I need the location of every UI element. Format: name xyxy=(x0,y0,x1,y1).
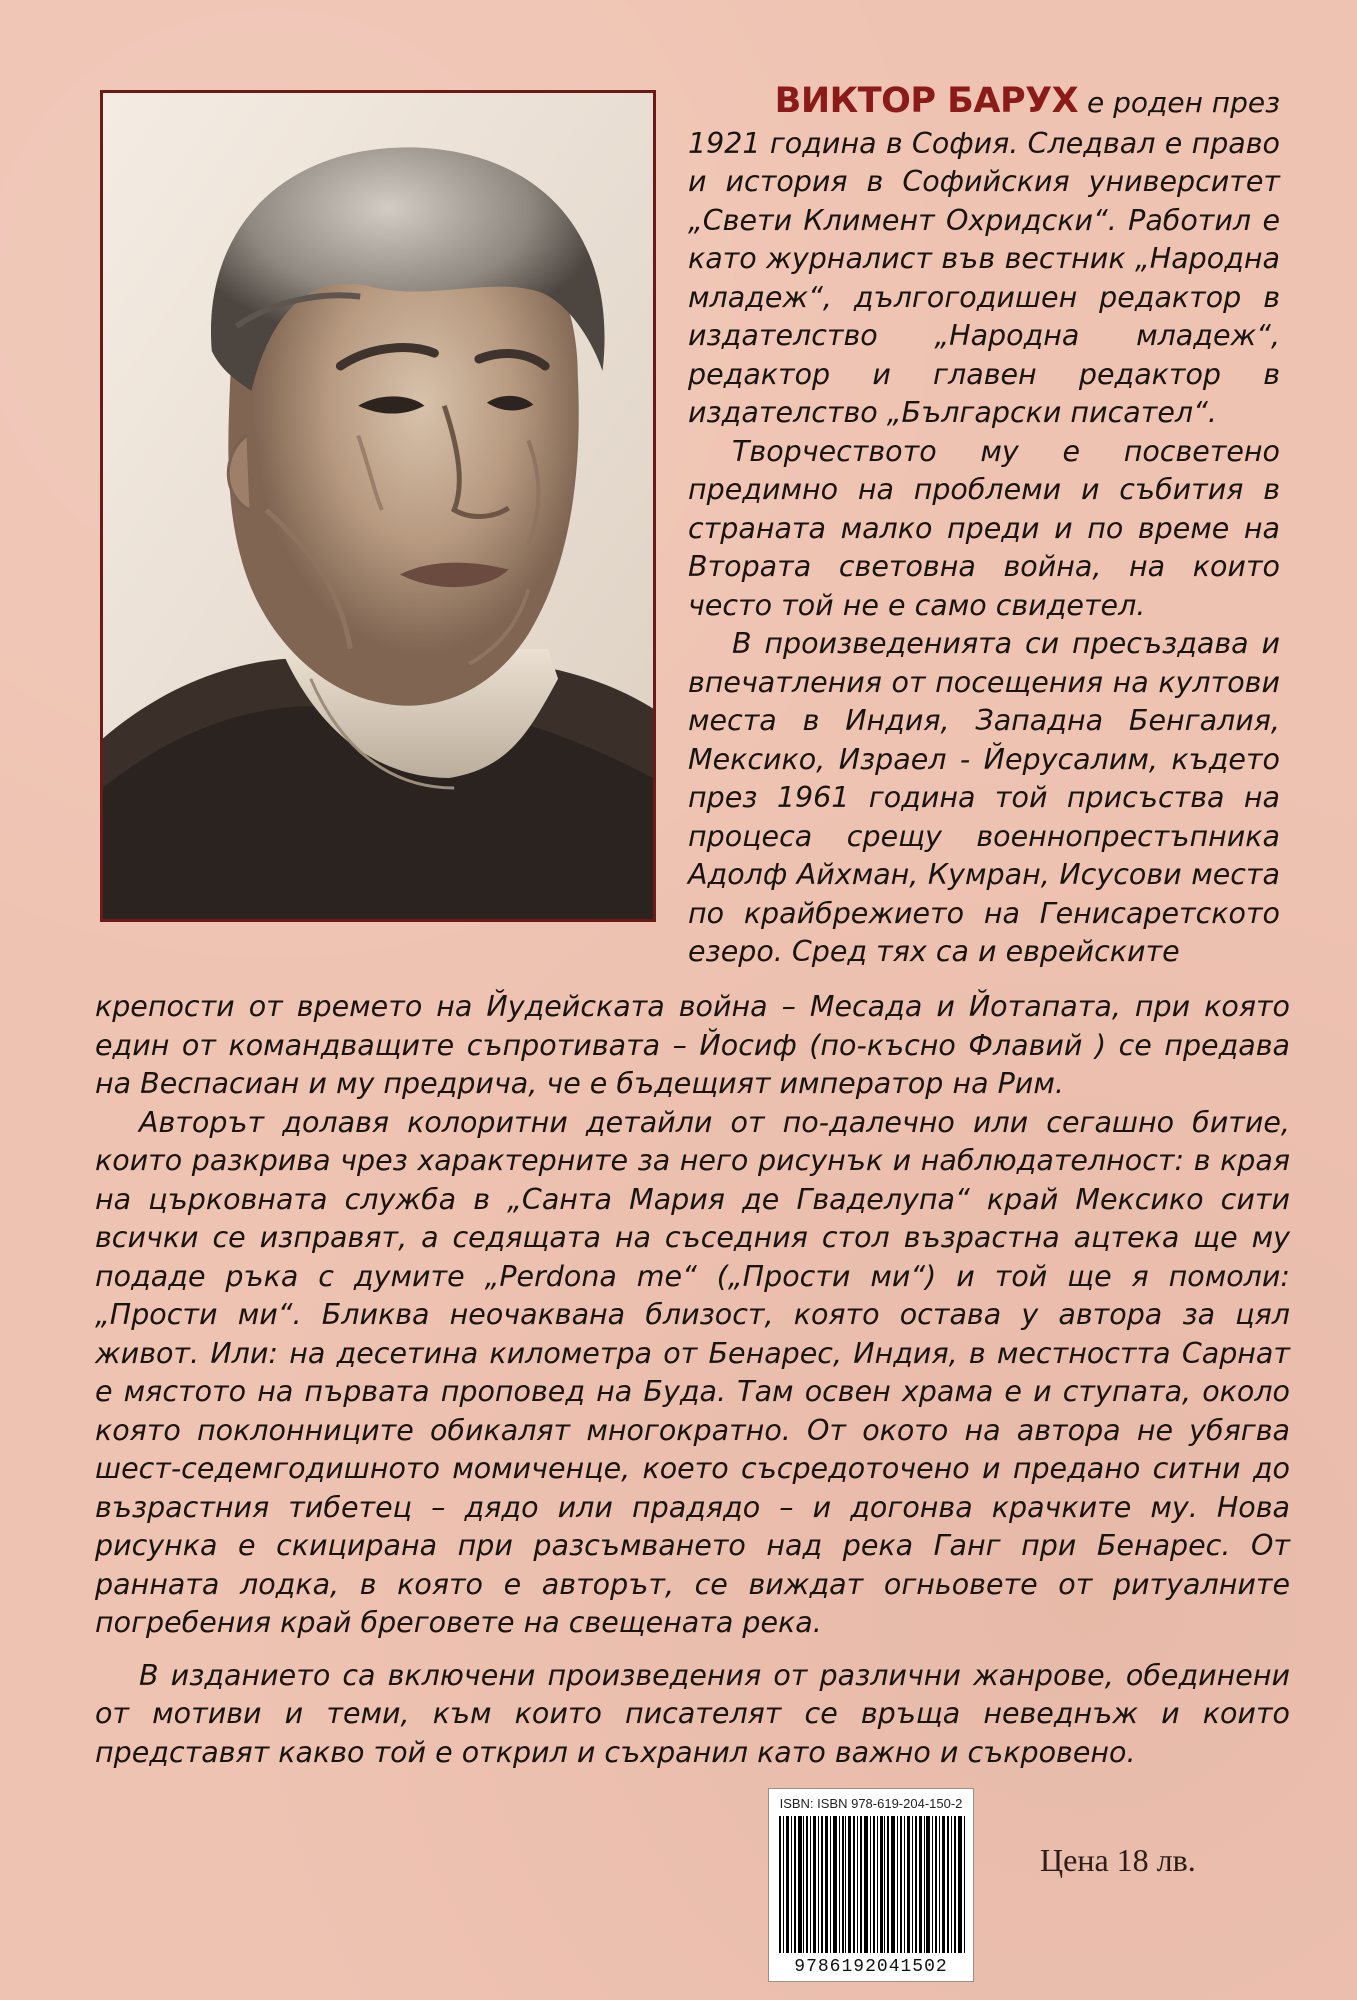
author-portrait-image xyxy=(103,93,653,919)
paragraph-5: В изданието са включени произведения от различни жанрове, обединени от мотиви и теми, към които писателят се връща неведнъж и които представят какво той е открил и съхранил като важно и съкровено. xyxy=(95,1658,1290,1769)
barcode-bars xyxy=(779,1816,965,1953)
author-name: ВИКТОР БАРУХ xyxy=(774,81,1079,121)
title-line xyxy=(688,82,1280,123)
right-column-text xyxy=(688,82,1280,972)
barcode-box xyxy=(768,1788,974,1982)
isbn-label: ISBN: ISBN 978-619-204-150-2 xyxy=(779,1796,963,1811)
bio-paragraph-3-part-b: крепости от времето на Йудейската война – Месада и Йотапата, при която един от командващите съпротивата – Йосиф (по-късно Флавий ) се предава на Веспасиан и му предрича, че е бъдещият император на Рим. xyxy=(95,990,1290,1100)
intro-suffix: е роден през xyxy=(1078,86,1280,119)
full-width-text xyxy=(95,988,1290,1772)
paragraph-spacer xyxy=(95,1643,1290,1657)
barcode-number: 9786192041502 xyxy=(794,1957,948,1977)
paragraph-4: Авторът долавя колоритни детайли от по-далечно или сегашно битие, които разкрива чрез характерните за него рисунък и наблюдателност: в края на църковната служба в „Санта Мария де Гваделупа“ край Мексико сити всички се изправят, а седящата на съседния стол възрастна ацтека ще му подаде ръка с думите „Perdona me“ („Прости ми“) и той ще я помоли: „Прости ми“. Бликва неочаквана близост, която остава у автора за цял живот. Или: на десетина километра от Бенарес, Индия, в местността Сарнат е мястото на първата проповед на Буда. Там освен храма е и ступата, около която поклонниците обикалят многократно. От окото на автора не убягва шест-седемгодишното момиченце, което съсредоточено и предано ситни до възрастния тибетец – дядо или прадядо – и догонва крачките му. Нова рисунка е скицирана при разсъмването над река Ганг при Бенарес. От ранната лодка, в която е авторът, се виждат огньовете от ритуалните погребения край бреговете на свещената река. xyxy=(95,1105,1290,1639)
bio-paragraph-3-part-a: В произведенията си пресъздава и впечатления от посещения на култови места в Индия, Западна Бенгалия, Мексико, Израел - Йерусалим, където през 1961 година той присъства на процеса срещу военнопрестъпника Адолф Айхман, Кумран, Исусови места по крайбрежието на Генисаретското езеро. Сред тях са и еврейските xyxy=(688,627,1280,968)
bio-paragraph-2: Творчеството му е посветено предимно на проблеми и събития в страната малко преди и по време на Втората световна война, на които често той не е само свидетел. xyxy=(688,434,1280,622)
bio-paragraph-1: 1921 година в София. Следвал е право и история в Софийския университет „Свети Климент Охридски“. Работил е като журналист във вестник „Народна младеж“, дългогодишен редактор в издателство „Народна младеж“, редактор и главен редактор в издателство „Български писател“. xyxy=(688,126,1280,429)
price-label: Цена 18 лв. xyxy=(1040,1842,1196,1878)
author-photo xyxy=(100,90,656,922)
